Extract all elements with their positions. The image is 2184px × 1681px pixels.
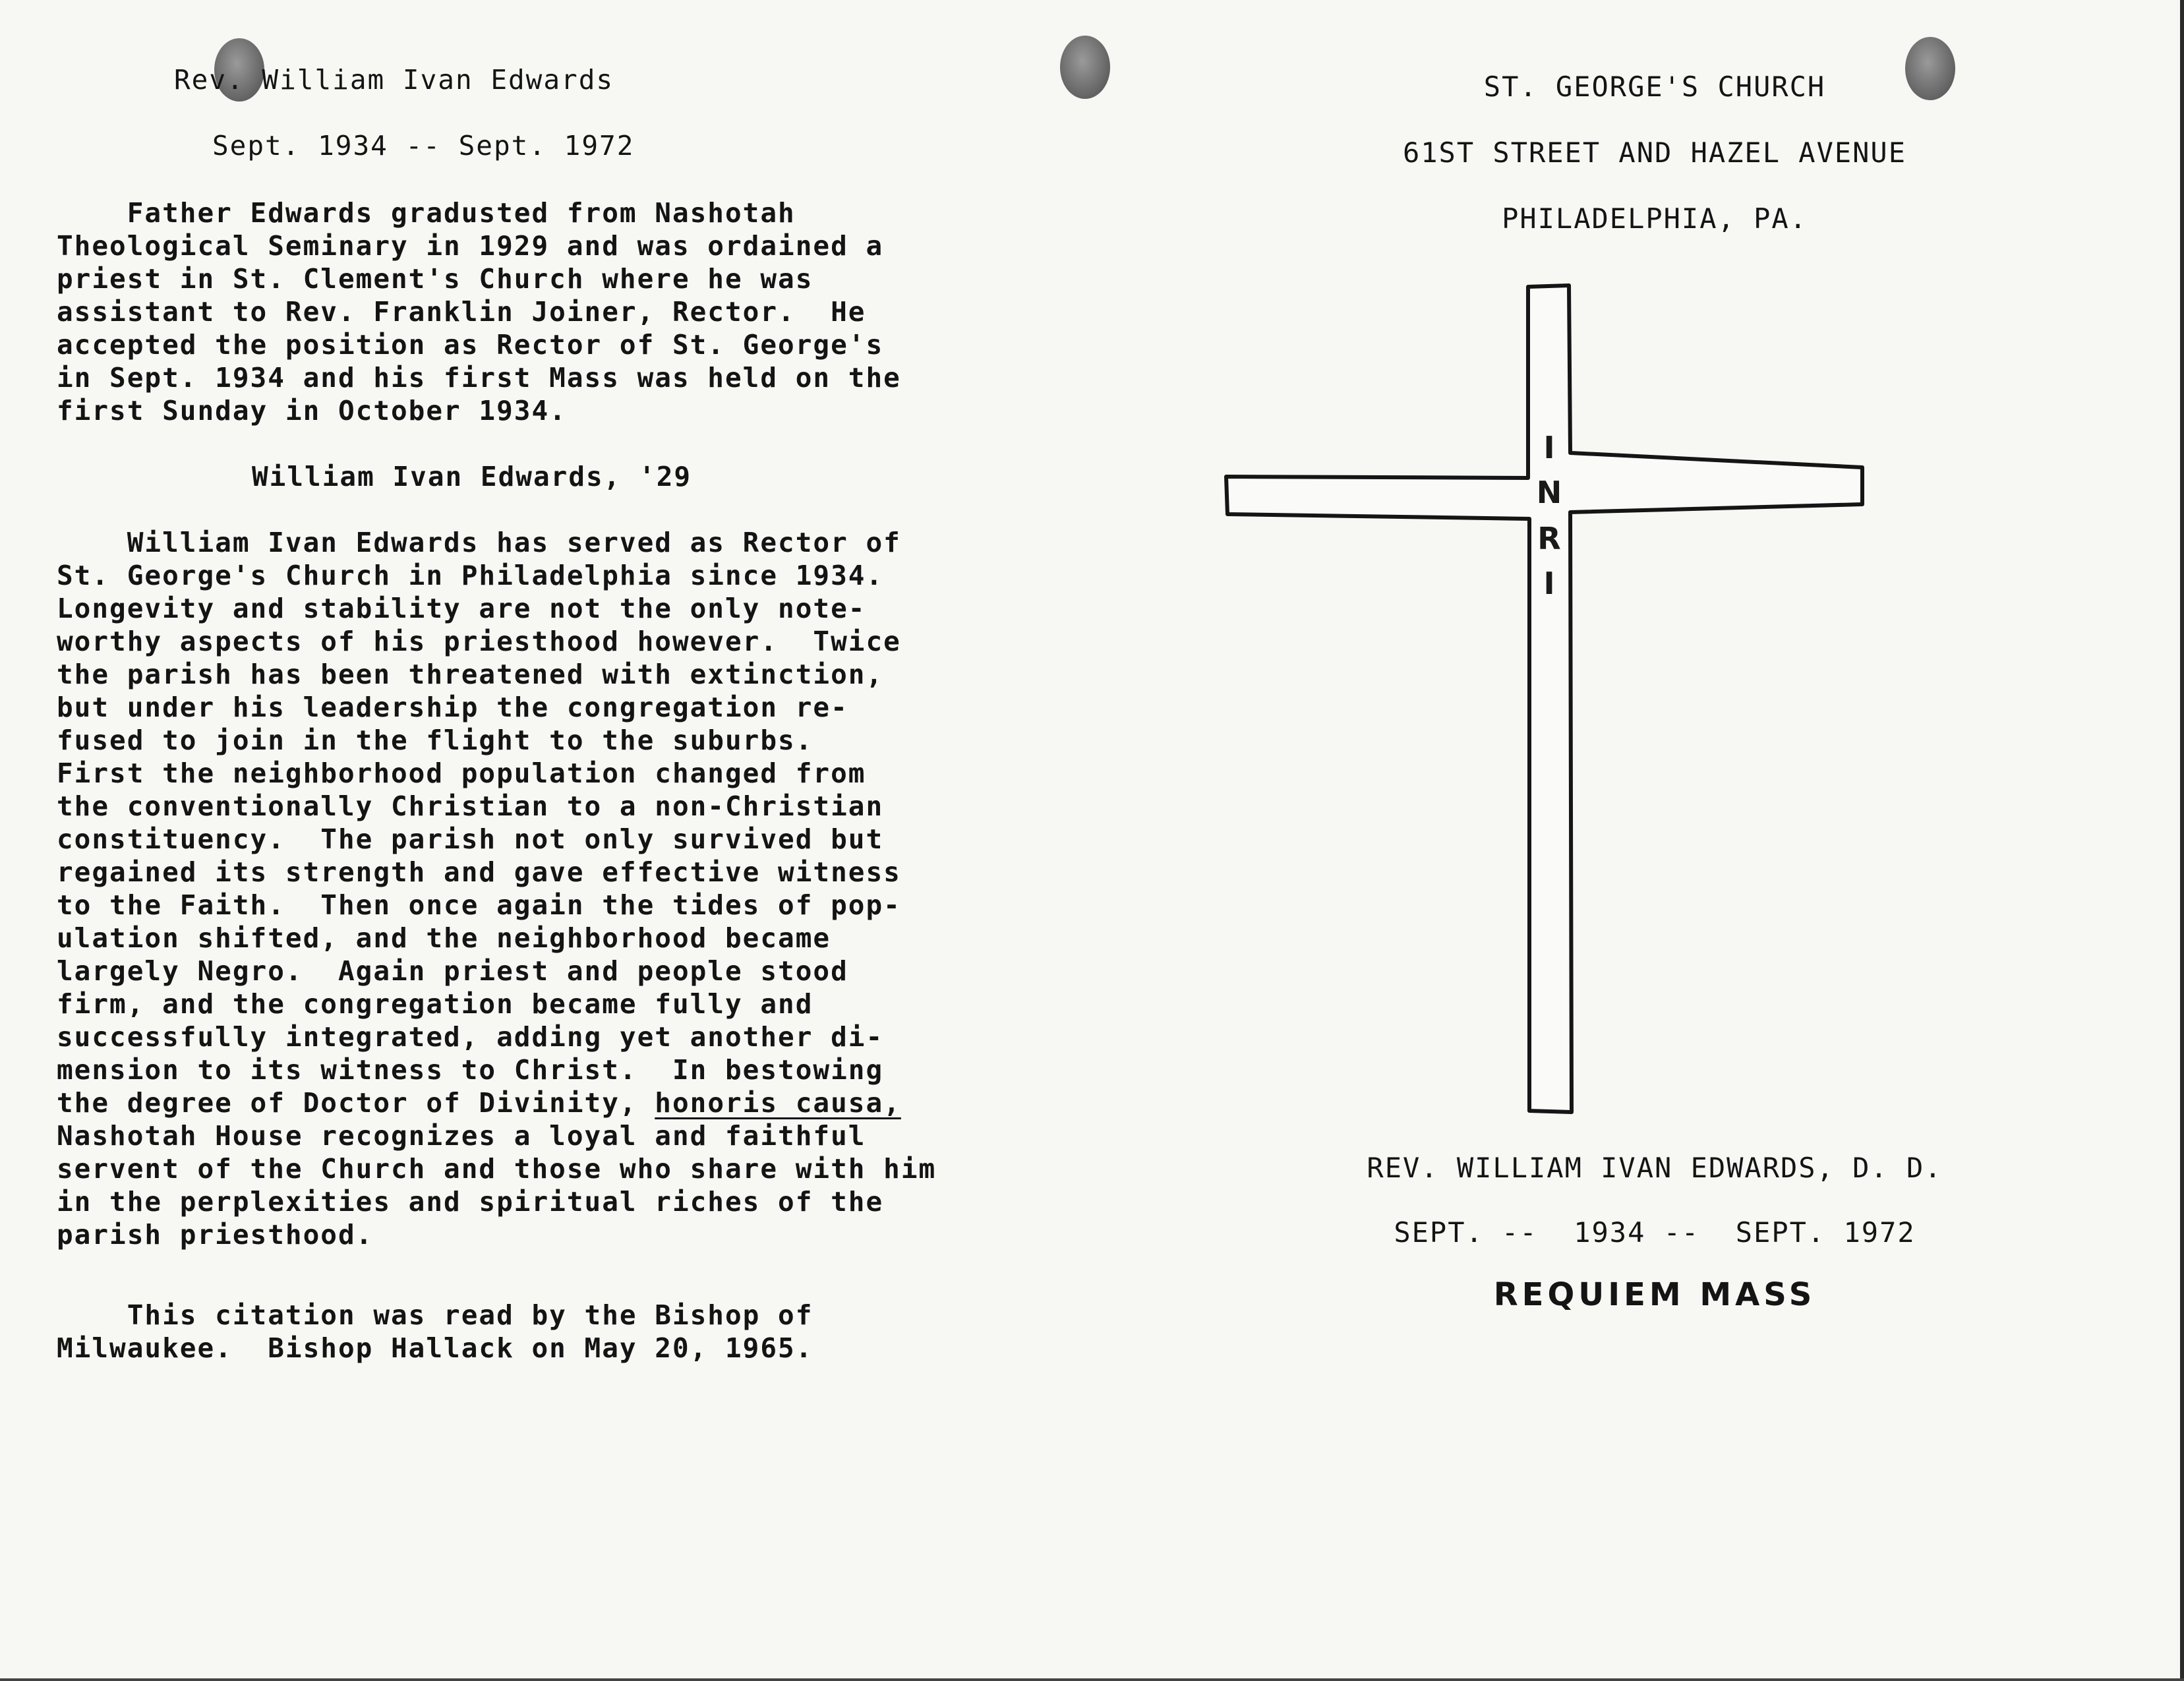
page-edge xyxy=(2180,0,2184,1681)
punch-hole-middle xyxy=(1060,36,1110,99)
bio-line: assistant to Rev. Franklin Joiner, Rector. He xyxy=(57,296,866,328)
citation-line: ulation shifted, and the neighborhood became xyxy=(57,922,831,954)
left-dates: Sept. 1934 -- Sept. 1972 xyxy=(212,130,635,162)
page-edge-bottom xyxy=(0,1678,2184,1681)
inri-letter: R xyxy=(1537,521,1561,556)
note-line: This citation was read by the Bishop of xyxy=(57,1299,813,1331)
citation-line: Nashotah House recognizes a loyal and faithful xyxy=(57,1120,866,1152)
honoris-causa-text: honoris causa, xyxy=(655,1087,901,1119)
citation-heading: William Ivan Edwards, '29 xyxy=(252,461,692,492)
citation-line: successfully integrated, adding yet another di- xyxy=(57,1021,884,1053)
citation-line: in the perplexities and spiritual riches of the xyxy=(57,1186,884,1218)
church-city: PHILADELPHIA, PA. xyxy=(1502,202,1808,235)
cross-illustration xyxy=(1220,280,1866,1127)
bio-line: priest in St. Clement's Church where he was xyxy=(57,263,813,295)
cross-icon xyxy=(1220,280,1866,1124)
citation-line xyxy=(57,1086,901,1119)
bio-line: in Sept. 1934 and his first Mass was held on the xyxy=(57,362,901,394)
inri-letter: N xyxy=(1536,475,1562,510)
inri-letter: I xyxy=(1543,430,1555,465)
citation-line: worthy aspects of his priesthood however. Twice xyxy=(57,626,901,657)
bio-line: accepted the position as Rector of St. George's xyxy=(57,329,884,361)
citation-line: the conventionally Christian to a non-Christian xyxy=(57,790,884,822)
citation-line-text: the degree of Doctor of Divinity, xyxy=(57,1087,655,1119)
citation-line: St. George's Church in Philadelphia since 1934. xyxy=(57,560,884,591)
church-name: ST. GEORGE'S CHURCH xyxy=(1483,71,1826,103)
citation-line: regained its strength and gave effective witness xyxy=(57,856,901,888)
citation-line: servent of the Church and those who share with him xyxy=(57,1153,937,1185)
note-line: Milwaukee. Bishop Hallack on May 20, 1965. xyxy=(57,1332,813,1364)
citation-line: but under his leadership the congregation re- xyxy=(57,692,848,723)
citation-line: Longevity and stability are not the only note- xyxy=(57,593,866,624)
citation-line: mension to its witness to Christ. In bestowing xyxy=(57,1054,884,1086)
citation-line: the parish has been threatened with extinction, xyxy=(57,659,884,690)
citation-line: William Ivan Edwards has served as Rector of xyxy=(57,527,901,558)
bio-line: Theological Seminary in 1929 and was ordained a xyxy=(57,230,884,262)
requiem-mass-title: REQUIEM MASS xyxy=(1493,1276,1816,1313)
bio-line: first Sunday in October 1934. xyxy=(57,395,567,427)
service-dates: SEPT. -- 1934 -- SEPT. 1972 xyxy=(1394,1216,1916,1249)
citation-line: constituency. The parish not only survived but xyxy=(57,823,884,855)
inri-letter: I xyxy=(1543,566,1555,601)
citation-line: largely Negro. Again priest and people stood xyxy=(57,955,848,987)
citation-line: fused to join in the flight to the suburbs. xyxy=(57,724,813,756)
citation-line: First the neighborhood population changed from xyxy=(57,757,866,789)
citation-line: to the Faith. Then once again the tides of pop- xyxy=(57,889,901,921)
church-address: 61ST STREET AND HAZEL AVENUE xyxy=(1402,136,1906,169)
priest-name: REV. WILLIAM IVAN EDWARDS, D. D. xyxy=(1367,1152,1943,1184)
citation-line: firm, and the congregation became fully and xyxy=(57,988,813,1020)
citation-line: parish priesthood. xyxy=(57,1219,374,1251)
left-title: Rev. William Ivan Edwards xyxy=(174,64,614,96)
bio-line: Father Edwards gradusted from Nashotah xyxy=(57,197,796,229)
